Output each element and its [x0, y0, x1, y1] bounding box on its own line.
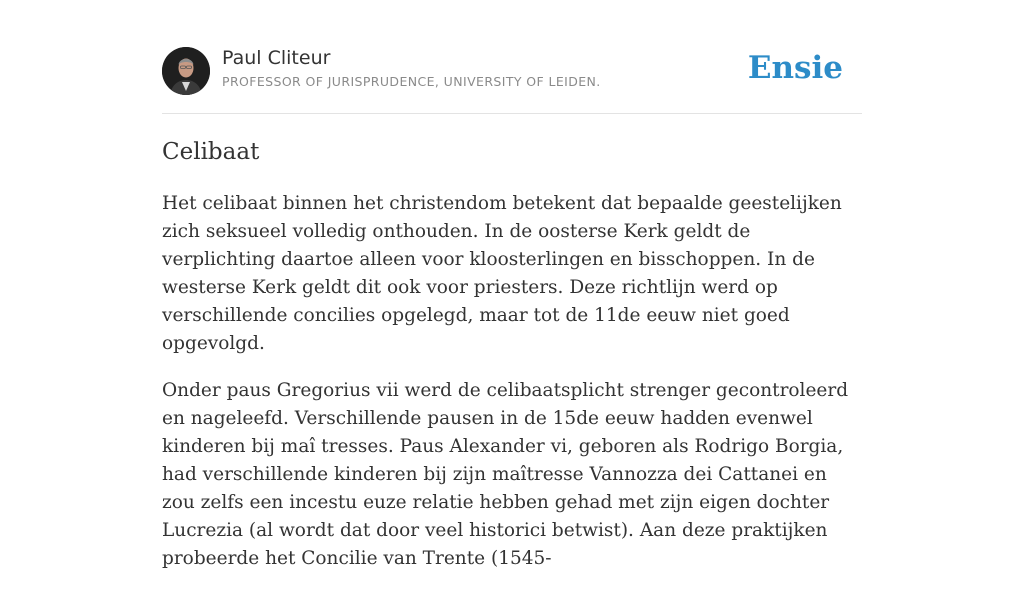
article-paragraph: Het celibaat binnen het christendom betekent dat bepaalde geestelijken zich seksueel volledig onthouden. In de oosterse Kerk geldt de verplichting daartoe alleen voor kloosterlingen en bisschoppen. In de westerse Kerk geldt dit ook voor priesters. Deze richtlijn werd op verschillende concilies opgelegd, maar tot de 11de eeuw niet goed opgevolgd. — [162, 193, 842, 354]
article-paragraph: Onder paus Gregorius vii werd de celibaatsplicht strenger gecontroleerd en nageleefd. Verschillende pausen in de 15de eeuw hadden evenwel kinderen bij maî tresses. Paus Alexander vi, geboren als Rodrigo Borgia, had verschillende kinderen bij zijn maîtresse Vannozza dei Cattanei en zou zelfs een incestu euze relatie hebben gehad met zijn eigen dochter Lucrezia (al wordt dat door veel historici betwist). Aan deze praktijken probeerde het Concilie van Trente (1545- — [162, 380, 849, 569]
author-portrait-icon — [162, 47, 210, 95]
article-body — [162, 190, 862, 592]
article-header — [162, 0, 862, 114]
author-avatar[interactable] — [162, 47, 210, 95]
author-name[interactable]: Paul Cliteur — [222, 47, 331, 69]
brand-logo[interactable]: Ensie — [747, 50, 843, 86]
author-role: PROFESSOR OF JURISPRUDENCE, UNIVERSITY OF LEIDEN. — [222, 74, 601, 89]
article-title: Celibaat — [162, 139, 260, 165]
article-page — [162, 0, 862, 569]
